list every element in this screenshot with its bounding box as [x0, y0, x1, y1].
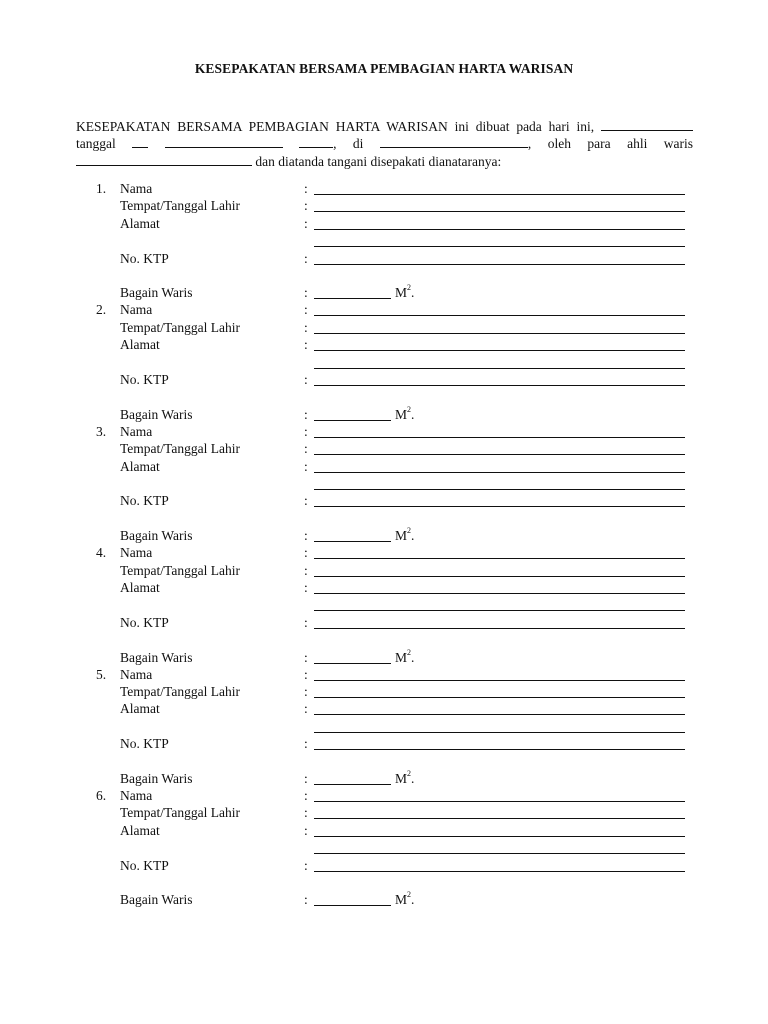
ttl-colon: : [304, 683, 308, 699]
bagian-label: Bagain Waris [120, 892, 193, 908]
bagian-row [0, 528, 768, 545]
document-title: KESEPAKATAN BERSAMA PEMBAGIAN HARTA WARISAN [194, 61, 574, 76]
alamat-label: Alamat [120, 822, 160, 838]
entry-number: 6. [96, 788, 107, 803]
alamat-row-2 [0, 719, 768, 736]
bagian-label: Bagain Waris [120, 649, 193, 665]
heir-entry-4 [0, 545, 768, 665]
nama-row [0, 302, 768, 319]
ktp-label: No. KTP [120, 614, 169, 630]
nama-row [0, 788, 768, 805]
ttl-colon: : [304, 805, 308, 821]
intro-text-5: dan diatanda tangani disepakati dianataranya: [255, 153, 502, 169]
ktp-colon: : [304, 493, 308, 509]
bagian-blank[interactable] [314, 541, 391, 542]
unit-label: $M^2$. [395, 283, 415, 301]
ktp-row [0, 372, 768, 389]
alamat-row [0, 580, 768, 597]
ktp-blank[interactable] [314, 749, 685, 750]
heirs-blank [76, 154, 252, 166]
ttl-colon: : [304, 319, 308, 335]
bagian-blank[interactable] [314, 663, 391, 664]
alamat-colon: : [304, 579, 308, 595]
alamat-row [0, 337, 768, 354]
intro-text-1: KESEPAKATAN BERSAMA PEMBAGIAN HARTA WARISAN ini dibuat pada hari ini, [76, 119, 595, 134]
nama-label: Nama [120, 302, 153, 318]
nama-colon: : [304, 788, 308, 803]
bagian-row [0, 285, 768, 302]
bagian-colon: : [304, 528, 308, 544]
year-blank [299, 136, 333, 148]
intro-paragraph [76, 118, 693, 170]
month-blank [165, 136, 283, 148]
bagian-label: Bagain Waris [120, 528, 193, 544]
ttl-blank[interactable] [314, 211, 685, 212]
alamat-blank[interactable] [314, 472, 685, 473]
ktp-row [0, 251, 768, 268]
ktp-colon: : [304, 614, 308, 630]
intro-text-3: , di [333, 136, 364, 152]
ktp-label: No. KTP [120, 857, 169, 873]
alamat-blank[interactable] [314, 593, 685, 594]
ktp-blank[interactable] [314, 506, 685, 507]
ttl-row [0, 198, 768, 215]
alamat-row-2 [0, 355, 768, 372]
alamat-blank[interactable] [314, 229, 685, 230]
nama-label: Nama [120, 423, 153, 439]
alamat-colon: : [304, 701, 308, 717]
ttl-colon: : [304, 441, 308, 457]
ktp-blank[interactable] [314, 871, 685, 872]
bagian-colon: : [304, 770, 308, 786]
nama-row [0, 181, 768, 198]
ttl-blank[interactable] [314, 333, 685, 334]
entry-number: 3. [96, 423, 107, 439]
nama-colon: : [304, 423, 308, 439]
nama-blank[interactable] [314, 558, 685, 559]
ktp-label: No. KTP [120, 736, 169, 752]
bagian-colon: : [304, 892, 308, 908]
ttl-blank[interactable] [314, 576, 685, 577]
ttl-label: Tempat/Tanggal Lahir [120, 319, 240, 335]
ktp-row [0, 736, 768, 753]
alamat-label: Alamat [120, 337, 160, 353]
ktp-blank[interactable] [314, 628, 685, 629]
ktp-label: No. KTP [120, 371, 169, 387]
unit-label: $M^2$. [395, 768, 415, 786]
nama-blank[interactable] [314, 194, 685, 195]
alamat-row-2 [0, 597, 768, 614]
ttl-row [0, 563, 768, 580]
intro-text-4: , oleh para ahli waris [527, 136, 694, 152]
alamat-colon: : [304, 458, 308, 474]
bagian-row [0, 892, 768, 909]
ktp-row [0, 493, 768, 510]
ktp-blank[interactable] [314, 385, 685, 386]
unit-label: $M^2$. [395, 526, 415, 544]
nama-blank[interactable] [314, 315, 685, 316]
unit-label: $M^2$. [395, 890, 415, 908]
ttl-row [0, 684, 768, 701]
ttl-blank[interactable] [314, 818, 685, 819]
unit-label: $M^2$. [395, 404, 415, 422]
alamat-blank[interactable] [314, 836, 685, 837]
bagian-colon: : [304, 649, 308, 665]
heir-entry-3 [0, 424, 768, 544]
bagian-label: Bagain Waris [120, 406, 193, 422]
ktp-row [0, 615, 768, 632]
nama-blank[interactable] [314, 801, 685, 802]
ttl-blank[interactable] [314, 697, 685, 698]
entry-number: 1. [96, 181, 107, 196]
ttl-label: Tempat/Tanggal Lahir [120, 805, 240, 821]
nama-row [0, 424, 768, 441]
nama-colon: : [304, 545, 308, 561]
alamat-row [0, 459, 768, 476]
nama-colon: : [304, 666, 308, 682]
place-blank [380, 136, 528, 148]
entry-number: 2. [96, 302, 107, 318]
ktp-colon: : [304, 736, 308, 752]
bagian-colon: : [304, 285, 308, 301]
bagian-row [0, 647, 768, 667]
heir-entry-2 [0, 302, 768, 422]
alamat-blank-2[interactable] [314, 368, 685, 369]
bagian-blank[interactable] [314, 905, 391, 906]
entry-number: 5. [96, 666, 107, 682]
ktp-colon: : [304, 857, 308, 873]
alamat-row [0, 823, 768, 840]
ktp-colon: : [304, 371, 308, 387]
nama-blank[interactable] [314, 437, 685, 438]
alamat-colon: : [304, 215, 308, 231]
nama-blank[interactable] [314, 680, 685, 681]
nama-colon: : [304, 302, 308, 318]
ttl-row [0, 320, 768, 337]
ktp-colon: : [304, 250, 308, 266]
nama-row [0, 545, 768, 562]
bagian-row [0, 768, 768, 788]
alamat-blank[interactable] [314, 714, 685, 715]
alamat-label: Alamat [120, 579, 160, 595]
bagian-blank[interactable] [314, 298, 391, 299]
ktp-label: No. KTP [120, 493, 169, 509]
ktp-blank[interactable] [314, 264, 685, 265]
ttl-label: Tempat/Tanggal Lahir [120, 198, 240, 214]
alamat-blank[interactable] [314, 350, 685, 351]
alamat-colon: : [304, 822, 308, 838]
nama-colon: : [304, 181, 308, 196]
alamat-label: Alamat [120, 458, 160, 474]
ktp-row [0, 858, 768, 875]
date-blank [132, 136, 148, 148]
entry-number: 4. [96, 545, 107, 561]
bagian-colon: : [304, 406, 308, 422]
bagian-blank[interactable] [314, 420, 391, 421]
heir-entry-6 [0, 788, 768, 908]
bagian-row [0, 404, 768, 424]
ttl-label: Tempat/Tanggal Lahir [120, 683, 240, 699]
alamat-row-2 [0, 233, 768, 250]
ttl-blank[interactable] [314, 454, 685, 455]
heir-entry-1 [0, 181, 768, 301]
nama-label: Nama [120, 666, 153, 682]
ttl-row [0, 805, 768, 822]
bagian-label: Bagain Waris [120, 770, 193, 786]
nama-label: Nama [120, 788, 153, 803]
alamat-blank-2[interactable] [314, 610, 685, 611]
alamat-row [0, 701, 768, 718]
ttl-colon: : [304, 562, 308, 578]
alamat-colon: : [304, 337, 308, 353]
alamat-row-2 [0, 840, 768, 857]
alamat-row-2 [0, 476, 768, 493]
alamat-blank-2[interactable] [314, 489, 685, 490]
alamat-label: Alamat [120, 215, 160, 231]
day-blank [601, 119, 693, 131]
alamat-blank-2[interactable] [314, 853, 685, 854]
heir-entry-5 [0, 667, 768, 787]
alamat-blank-2[interactable] [314, 732, 685, 733]
bagian-label: Bagain Waris [120, 285, 193, 301]
unit-label: $M^2$. [395, 647, 415, 665]
bagian-blank[interactable] [314, 784, 391, 785]
alamat-row [0, 216, 768, 233]
nama-row [0, 667, 768, 684]
ktp-label: No. KTP [120, 250, 169, 266]
ttl-colon: : [304, 198, 308, 214]
alamat-blank-2[interactable] [314, 246, 685, 247]
alamat-label: Alamat [120, 701, 160, 717]
ttl-label: Tempat/Tanggal Lahir [120, 562, 240, 578]
ttl-label: Tempat/Tanggal Lahir [120, 441, 240, 457]
nama-label: Nama [120, 545, 153, 561]
ttl-row [0, 441, 768, 458]
nama-label: Nama [120, 181, 153, 196]
intro-text-2: tanggal [76, 136, 116, 152]
